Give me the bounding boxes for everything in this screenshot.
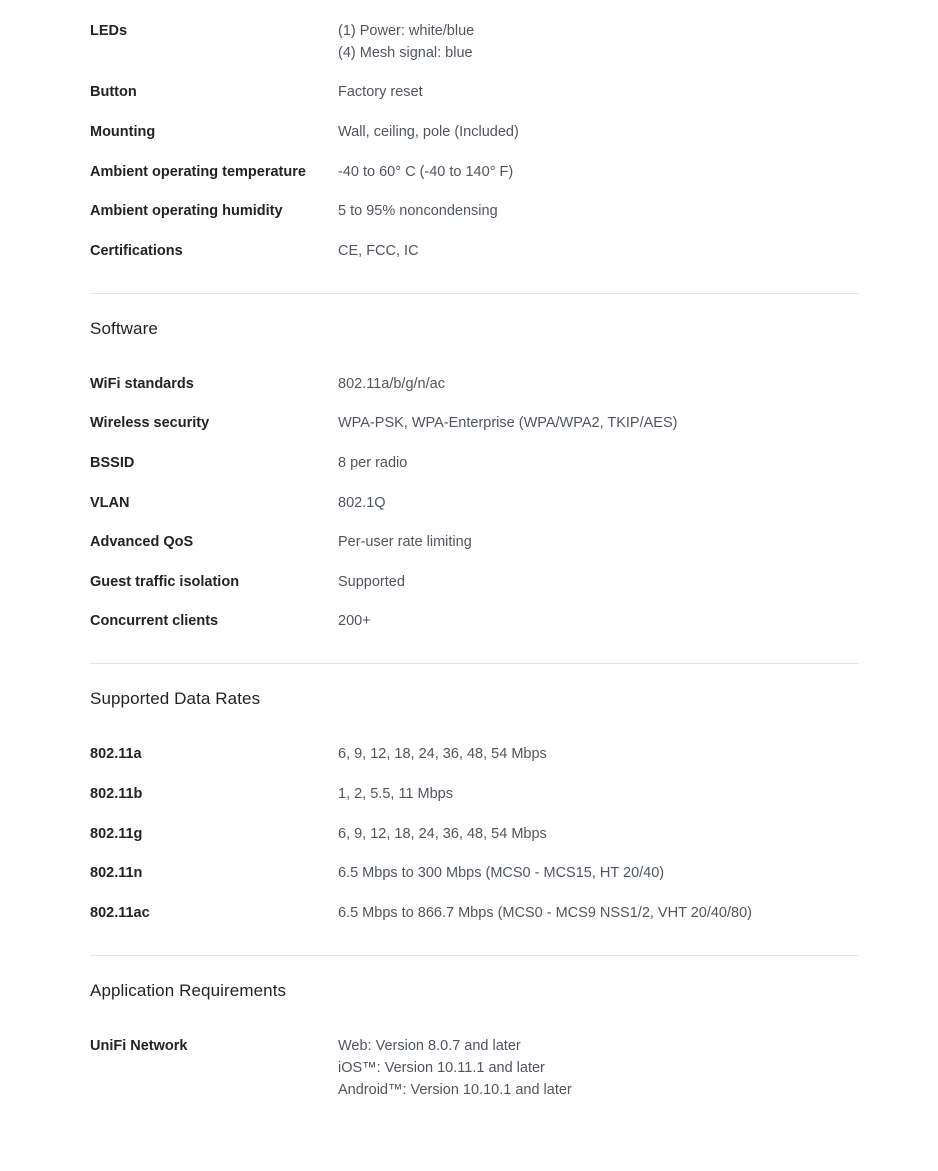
spec-value: [338, 492, 858, 514]
spec-value-line: 5 to 95% noncondensing: [338, 203, 498, 219]
spec-value: [338, 373, 858, 395]
section-title-software: Software: [90, 319, 158, 338]
spec-label: 802.11n: [90, 865, 143, 881]
spec-label: Button: [90, 84, 137, 100]
spec-label: Wireless security: [90, 415, 210, 431]
spec-label: VLAN: [90, 495, 130, 511]
spec-value: [338, 200, 858, 222]
spec-value-line: WPA-PSK, WPA-Enterprise (WPA/WPA2, TKIP/AES): [338, 415, 678, 431]
spec-value: [338, 121, 858, 143]
spec-value-line: Wall, ceiling, pole (Included): [338, 124, 519, 140]
section-title-app-requirements: Application Requirements: [90, 981, 287, 1000]
spec-value: [338, 452, 858, 474]
spec-value: [338, 1035, 858, 1101]
spec-value-line: CE, FCC, IC: [338, 243, 419, 259]
spec-value: [338, 240, 858, 262]
spec-value: [338, 571, 858, 593]
spec-label: UniFi Network: [90, 1038, 188, 1054]
spec-label: Guest traffic isolation: [90, 574, 240, 590]
spec-label: Ambient operating temperature: [90, 164, 306, 180]
spec-value-line: -40 to 60° C (-40 to 140° F): [338, 164, 514, 180]
spec-value-line: Web: Version 8.0.7 and later: [338, 1038, 521, 1054]
spec-label: 802.11a: [90, 746, 142, 762]
spec-value-line: 6, 9, 12, 18, 24, 36, 48, 54 Mbps: [338, 746, 547, 762]
spec-value-line: 802.11a/b/g/n/ac: [338, 376, 445, 392]
spec-label: Advanced QoS: [90, 534, 194, 550]
spec-value: [338, 412, 858, 434]
spec-label: Ambient operating humidity: [90, 203, 283, 219]
section-divider: [90, 955, 859, 956]
spec-value: [338, 783, 858, 805]
spec-value-line: 1, 2, 5.5, 11 Mbps: [338, 786, 453, 802]
spec-label: 802.11b: [90, 786, 143, 802]
spec-value-line: Factory reset: [338, 84, 423, 100]
spec-value-line: Supported: [338, 574, 405, 590]
spec-value-line: (4) Mesh signal: blue: [338, 45, 473, 61]
section-divider: [90, 293, 859, 294]
spec-value-line: Android™: Version 10.10.1 and later: [338, 1082, 572, 1098]
spec-label: Mounting: [90, 124, 156, 140]
spec-label: 802.11ac: [90, 905, 150, 921]
spec-label: WiFi standards: [90, 376, 194, 392]
spec-value: [338, 161, 858, 183]
spec-value: [338, 531, 858, 553]
spec-label: Certifications: [90, 243, 183, 259]
spec-value: [338, 862, 858, 884]
spec-value-line: 200+: [338, 613, 371, 629]
spec-value-line: 8 per radio: [338, 455, 408, 471]
spec-value: [338, 20, 858, 64]
section-title-data-rates: Supported Data Rates: [90, 689, 261, 708]
spec-label: Concurrent clients: [90, 613, 219, 629]
spec-value-line: 6.5 Mbps to 300 Mbps (MCS0 - MCS15, HT 20/40): [338, 865, 665, 881]
spec-value-line: (1) Power: white/blue: [338, 23, 475, 39]
section-divider: [90, 663, 859, 664]
spec-value: [338, 743, 858, 765]
spec-value: [338, 902, 858, 924]
spec-value: [338, 610, 858, 632]
spec-value-line: Per-user rate limiting: [338, 534, 472, 550]
spec-value: [338, 81, 858, 103]
spec-value-line: 802.1Q: [338, 495, 386, 511]
spec-value-line: 6.5 Mbps to 866.7 Mbps (MCS0 - MCS9 NSS1/2, VHT 20/40/80): [338, 905, 752, 921]
spec-label: 802.11g: [90, 826, 143, 842]
spec-label: LEDs: [90, 23, 128, 39]
spec-value: [338, 823, 858, 845]
spec-value-line: iOS™: Version 10.11.1 and later: [338, 1060, 545, 1076]
spec-label: BSSID: [90, 455, 135, 471]
spec-value-line: 6, 9, 12, 18, 24, 36, 48, 54 Mbps: [338, 826, 547, 842]
